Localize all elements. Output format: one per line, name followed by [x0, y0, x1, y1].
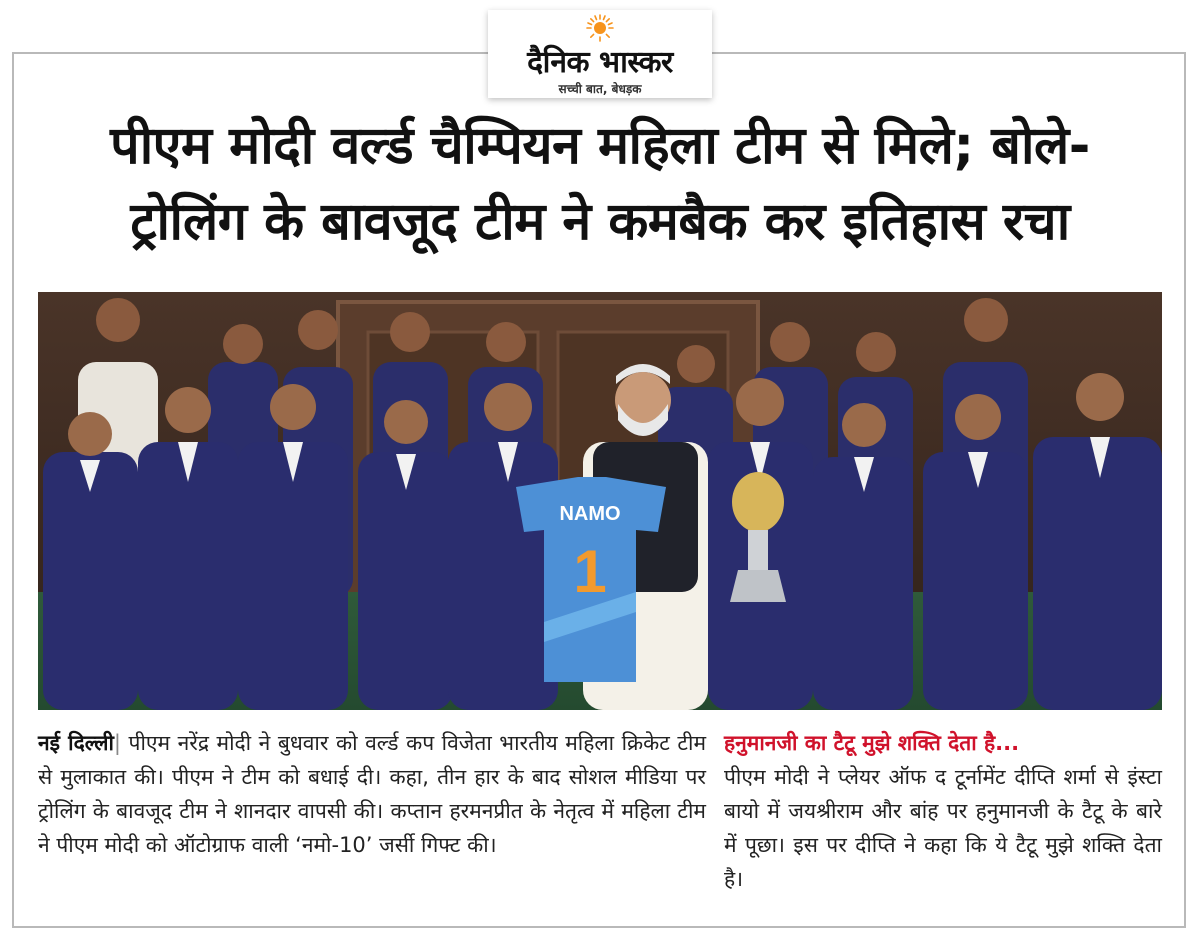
- team-photo-illustration: [38, 292, 1162, 710]
- dateline-separator: |: [113, 731, 121, 755]
- headline-line-2: ट्रोलिंग के बावजूद टीम ने कमबैक कर इतिहास रचा: [130, 192, 1070, 252]
- news-photo: [38, 292, 1162, 710]
- headline: [20, 108, 1180, 260]
- dateline: नई दिल्ली: [38, 731, 114, 755]
- brand-name: दैनिक भास्कर: [527, 45, 673, 80]
- jersey-number: 1: [573, 538, 607, 605]
- sidebar-story: [724, 726, 1162, 896]
- masthead-logo: [488, 10, 712, 98]
- brand-tagline: सच्ची बात, बेधड़क: [558, 82, 642, 96]
- sun-icon: [586, 14, 614, 42]
- frame-top-left-rule: [12, 52, 488, 54]
- sidebar-subhead: हनुमानजी का टैटू मुझे शक्ति देता है...: [724, 731, 1020, 755]
- main-story: [38, 726, 706, 862]
- headline-line-1: पीएम मोदी वर्ल्ड चैम्पियन महिला टीम से मिले; बोले-: [110, 116, 1090, 176]
- sidebar-body: पीएम मोदी ने प्लेयर ऑफ द टूर्नामेंट दीप्ति शर्मा से इंस्टा बायो में जयश्रीराम और बांह पर हनुमानजी के टैटू के बारे में पूछा। इस पर दीप्ति ने कहा कि ये टैटू मुझे शक्ति देता है।: [724, 765, 1162, 891]
- frame-top-right-rule: [712, 52, 1186, 54]
- main-story-body: पीएम नरेंद्र मोदी ने बुधवार को वर्ल्ड कप विजेता भारतीय महिला क्रिकेट टीम से मुलाकात की। पीएम ने टीम को बधाई दी। कहा, तीन हार के बाद सोशल मीडिया पर ट्रोलिंग के बावजूद टीम ने शानदार वापसी की। कप्तान हरमनप्रीत के नेतृत्व में महिला टीम ने पीएम मोदी को ऑटोग्राफ वाली ‘नमो-10’ जर्सी गिफ्ट की।: [38, 731, 707, 857]
- jersey-name: NAMO: [559, 503, 621, 525]
